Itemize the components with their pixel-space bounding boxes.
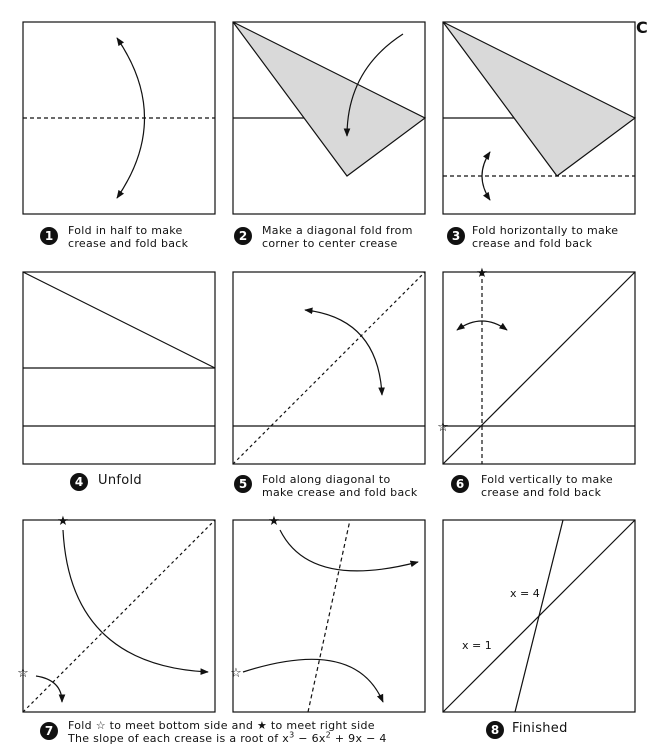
label-x-equals-4: x = 4 (510, 587, 540, 600)
step-5-panel (233, 272, 425, 464)
filled-star-icon: ★ (57, 514, 69, 529)
step-number: 3 (447, 227, 465, 245)
filled-star-icon: ★ (268, 514, 280, 529)
open-star-icon: ☆ (17, 666, 29, 681)
cubic-polynomial: $x^3 - 6x^2 + 9x - 4$ (282, 730, 387, 745)
step-number: 5 (234, 475, 252, 493)
step-number: 8 (486, 721, 504, 739)
step-7-panel-b (233, 520, 425, 712)
step-number: 4 (70, 473, 88, 491)
label-x-equals-1: x = 1 (462, 639, 492, 652)
open-star-icon: ☆ (437, 420, 449, 435)
step-2-panel (233, 22, 425, 214)
corner-label: C (636, 18, 648, 37)
open-star-icon: ☆ (230, 666, 242, 681)
step-7-panel-a (23, 520, 215, 712)
step-number: 2 (234, 227, 252, 245)
step-4-panel (23, 272, 215, 464)
step-3-panel (443, 22, 635, 214)
step-6-panel (443, 272, 635, 464)
step-number: 6 (451, 475, 469, 493)
filled-star-icon: ★ (476, 266, 488, 281)
step-number: 7 (40, 722, 58, 740)
step-number: 1 (40, 227, 58, 245)
step-1-panel (23, 22, 215, 214)
step-8-panel (443, 520, 635, 712)
